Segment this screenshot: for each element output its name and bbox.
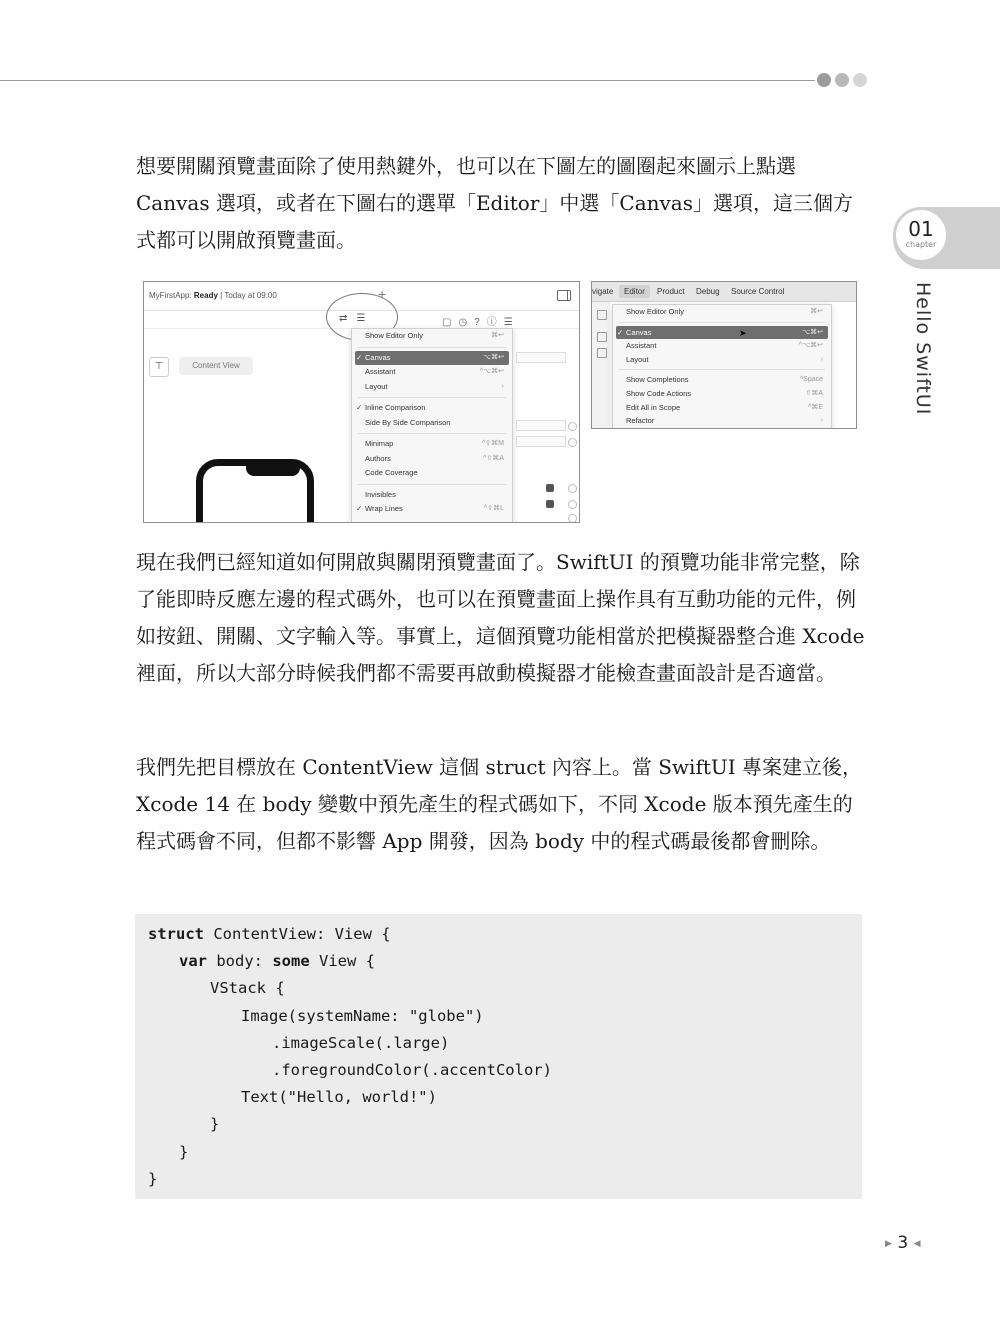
inspector-stepper[interactable]: [546, 484, 554, 492]
inspector-radio[interactable]: [568, 514, 577, 523]
inspector-field[interactable]: [516, 420, 566, 431]
chapter-badge: [893, 207, 949, 263]
code-line: [148, 1003, 552, 1030]
menu-item[interactable]: [352, 466, 512, 481]
inspector-radio[interactable]: [568, 438, 577, 447]
inspector-radio[interactable]: [568, 484, 577, 493]
editor-options-icons[interactable]: ⇄☰: [339, 313, 375, 324]
menu-item-label: Refactor: [626, 416, 655, 426]
code-line: [148, 1166, 552, 1193]
code-text: VStack {: [210, 979, 285, 998]
chapter-word: chapter: [905, 240, 937, 249]
editor-options-menu: [351, 328, 513, 523]
code-keyword: some: [272, 952, 310, 971]
code-text: Text("Hello, world!"): [241, 1088, 437, 1107]
page-number: [885, 1233, 920, 1253]
code-text: .imageScale(.large): [272, 1033, 450, 1052]
menu-item[interactable]: [352, 401, 512, 416]
project-status: [149, 291, 277, 300]
menu-item[interactable]: [352, 502, 512, 517]
menu-item-label: Code Coverage: [365, 468, 418, 477]
menu-separator: [619, 369, 825, 370]
menu-item-shortcut: ⌥⌘↩: [483, 353, 504, 361]
code-text: }: [210, 1115, 220, 1134]
menu-item-label: Canvas: [365, 352, 391, 362]
menu-separator: [358, 484, 506, 485]
code-line: [148, 948, 552, 975]
chapter-number: 01: [908, 217, 934, 241]
menu-item-label: Authors: [365, 453, 391, 463]
checkmark-icon: ✓: [356, 504, 363, 513]
header-dots: [817, 73, 867, 87]
header-dot: [853, 73, 867, 87]
menu-item[interactable]: [613, 353, 831, 367]
paragraph-intro: 想要開關預覽畫面除了使用熱鍵外，也可以在下圖左的圖圈起來圖示上點選 Canvas 選項，或者在下圖右的選單「Editor」中選「Canvas」選項，這三個方式都可以開啟預覽畫面。: [136, 154, 853, 252]
gutter-icon: [597, 348, 607, 358]
menu-item[interactable]: [613, 401, 831, 415]
menu-item-label: Show Editor Only: [365, 331, 423, 340]
code-listing: [148, 921, 552, 1193]
menu-item-label: Layout: [365, 381, 388, 391]
code-text: ContentView: View {: [204, 925, 391, 943]
app-name: MyFirstApp:: [149, 291, 192, 300]
menu-item[interactable]: [352, 329, 512, 344]
gutter-icon: [597, 332, 607, 342]
menu-separator: [358, 433, 506, 434]
menu-item-shortcut: ^⌥⌘↩: [479, 368, 504, 375]
xcode-menu-screenshot: [591, 281, 857, 429]
gutter-icon: [597, 310, 607, 320]
menu-item[interactable]: [613, 339, 831, 353]
code-text: Image(systemName: "globe"): [241, 1006, 484, 1025]
menu-separator: [619, 322, 825, 323]
inspector-tab-icons[interactable]: ▢◷?ⓘ☰: [442, 317, 520, 328]
menu-item[interactable]: [616, 326, 828, 340]
menu-item-shortcut: ^⇧⌘A: [483, 454, 504, 462]
menu-item[interactable]: [352, 365, 512, 380]
menu-item-shortcut: ⇧⌘A: [805, 389, 823, 397]
menu-item-shortcut: ^⇧⌘M: [482, 440, 504, 447]
menu-item[interactable]: [613, 373, 831, 387]
inspector-stepper[interactable]: [546, 500, 554, 508]
menu-item[interactable]: [613, 387, 831, 401]
page-arrow-left-icon: ◀: [913, 1239, 921, 1249]
code-text: View {: [309, 952, 375, 971]
inspector-field[interactable]: [516, 352, 566, 363]
header-rule: [0, 80, 815, 81]
menu-item-shortcut: ⌥⌘↩: [802, 328, 823, 336]
checkmark-icon: ✓: [356, 403, 363, 412]
chapter-title: Hello SwiftUI: [912, 282, 934, 416]
menu-item-label: Show Editor Only: [626, 307, 684, 316]
code-text: }: [148, 1169, 158, 1188]
menu-item-label: Wrap Lines: [365, 504, 403, 513]
status-time: | Today at 09:00: [220, 291, 277, 300]
checkmark-icon: ✓: [356, 352, 363, 362]
inspector-radio[interactable]: [568, 500, 577, 509]
menu-item[interactable]: [613, 414, 831, 428]
code-line: [148, 1030, 552, 1057]
menu-source-control[interactable]: Source Control: [731, 287, 785, 296]
menu-bar: [592, 282, 856, 302]
menu-item-shortcut: ›: [820, 355, 823, 363]
mouse-pointer-icon: ➤: [739, 328, 747, 338]
inspector-fields: [516, 342, 576, 522]
code-keyword: struct: [148, 925, 204, 943]
content-view-chip[interactable]: Content View: [179, 357, 253, 375]
menu-product[interactable]: Product: [657, 287, 685, 296]
editor-gutter: [592, 302, 610, 428]
menu-item-shortcut: ^⇧⌘L: [483, 505, 504, 512]
checkmark-icon: ✓: [617, 327, 624, 337]
menu-item-shortcut: ^⌘E: [808, 403, 823, 411]
header-dot: [835, 73, 849, 87]
menu-item-shortcut: ^Space: [799, 376, 823, 384]
menu-item-label: Invisibles: [365, 489, 396, 499]
menu-debug[interactable]: Debug: [696, 287, 720, 296]
code-text: body:: [207, 952, 273, 971]
menu-item-label: Assistant: [626, 341, 657, 351]
pin-icon[interactable]: ⊤: [149, 357, 169, 377]
menu-item-label: Canvas: [626, 327, 652, 337]
menu-item[interactable]: [352, 452, 512, 467]
menu-separator: [358, 347, 506, 348]
menu-item[interactable]: [613, 305, 831, 319]
inspector-toggle-icon[interactable]: [557, 290, 571, 301]
code-line: [148, 975, 552, 1002]
menu-item[interactable]: [352, 416, 512, 431]
menu-item-shortcut: ›: [820, 417, 823, 425]
page-arrow-right-icon: ▶: [885, 1239, 892, 1249]
status-text: Ready: [193, 291, 218, 300]
code-text: }: [179, 1142, 189, 1161]
menu-separator: [358, 397, 506, 398]
menu-item[interactable]: [355, 351, 509, 366]
menu-item-label: Assistant: [365, 367, 396, 376]
menu-item-shortcut: ›: [501, 382, 504, 390]
menu-item-label: Inline Comparison: [365, 403, 426, 412]
code-text: .foregroundColor(.accentColor): [272, 1061, 552, 1080]
editor-menu: [612, 304, 832, 429]
code-line: [148, 1084, 552, 1111]
code-line: [148, 1111, 552, 1138]
menu-item-shortcut: ^⌥⌘↩: [798, 342, 823, 350]
header-dot: [817, 73, 831, 87]
xcode-toolbar-screenshot: [143, 281, 580, 523]
plus-icon[interactable]: +: [378, 286, 387, 302]
menu-item-label: Minimap: [365, 439, 394, 448]
menu-item-label: Show Code Actions: [626, 388, 692, 398]
page-number-text: 3: [897, 1233, 909, 1253]
code-line: [148, 1139, 552, 1166]
paragraph-preview: 現在我們已經知道如何開啟與關閉預覽畫面了。SwiftUI 的預覽功能非常完整，除了能即時反應左邊的程式碼外，也可以在預覽畫面上操作具有互動功能的元件，例如按鈕、開關、文字輸入等。事實上，這個預覽功能相當於把模擬器整合進 Xcode 裡面，所以大部分時候我們都不需要再啟動模擬器才能檢查畫面設計是否適當。: [136, 550, 865, 685]
menu-item-label: Side By Side Comparison: [365, 417, 451, 427]
code-keyword: var: [179, 952, 207, 971]
menu-item-label: Edit All in Scope: [626, 402, 681, 412]
menu-item[interactable]: [352, 488, 512, 503]
menu-navigate[interactable]: vigate: [592, 287, 614, 296]
code-line: [148, 921, 552, 948]
menu-item-label: Show Completions: [626, 375, 689, 385]
paragraph-contentview: 我們先把目標放在 ContentView 這個 struct 內容上。當 SwiftUI 專案建立後，Xcode 14 在 body 變數中預先產生的程式碼如下，不同 Xcode 版本預先產生的程式碼會不同，但都不影響 App 開發，因為 body 中的程式碼最後都會刪除。: [136, 755, 862, 853]
menu-item-shortcut: ⌘↩: [810, 308, 823, 315]
inspector-field[interactable]: [516, 436, 566, 447]
menu-item[interactable]: [352, 380, 512, 395]
code-line: [148, 1057, 552, 1084]
menu-item-shortcut: ⌘↩: [491, 332, 504, 339]
menu-item[interactable]: [352, 437, 512, 452]
inspector-radio[interactable]: [568, 422, 577, 431]
phone-notch: [246, 464, 300, 476]
phone-preview: [196, 459, 314, 523]
menu-item-label: Layout: [626, 354, 649, 364]
menu-editor[interactable]: Editor: [619, 285, 650, 298]
